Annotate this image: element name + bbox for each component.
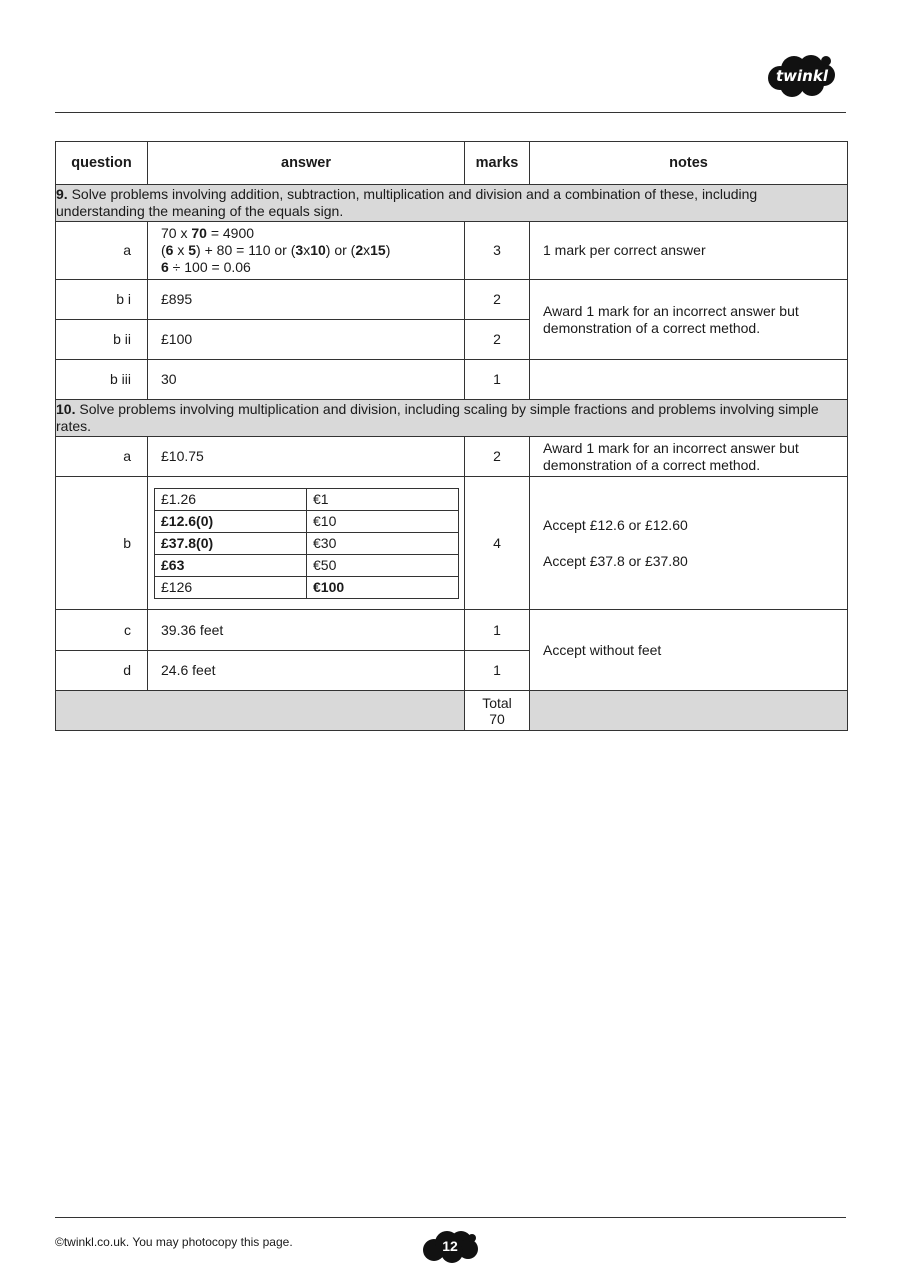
pounds-cell: £12.6(0): [155, 510, 307, 532]
pounds-cell: £63: [155, 554, 307, 576]
table-row-9a: [56, 222, 848, 280]
answer-cell: [148, 477, 465, 610]
question-label: b iii: [56, 360, 148, 400]
conversion-table: [154, 488, 459, 599]
question-label: a: [56, 437, 148, 477]
section-9-heading: [56, 185, 848, 222]
answer-cell: [148, 222, 465, 280]
table-row-10c: [56, 610, 848, 651]
twinkl-logo-text: twinkl: [776, 67, 828, 85]
pounds-cell: £1.26: [155, 488, 307, 510]
total-label: Total: [482, 694, 512, 711]
notes-cell: Accept without feet: [530, 610, 848, 691]
conversion-row: [155, 488, 459, 510]
marks-cell: 1: [465, 360, 530, 400]
answer-cell: 30: [148, 360, 465, 400]
header-notes: notes: [530, 142, 848, 185]
euros-cell: €10: [307, 510, 459, 532]
section-9-number: 9.: [56, 186, 68, 202]
question-label: a: [56, 222, 148, 280]
answer-line-1: 70 x 70 = 4900: [161, 225, 255, 241]
answer-cell: £895: [148, 280, 465, 320]
euros-cell: €1: [307, 488, 459, 510]
question-label: b i: [56, 280, 148, 320]
table-row-10a: [56, 437, 848, 477]
marks-cell: 2: [465, 280, 530, 320]
table-row-9bi: [56, 280, 848, 320]
answer-line-3: 6 ÷ 100 = 0.06: [161, 259, 251, 275]
section-9-text: Solve problems involving addition, subtraction, multiplication and division and a combination of these, including understanding the meaning of the equals sign.: [56, 186, 758, 219]
total-value: 70: [489, 710, 505, 727]
total-cell: [465, 691, 530, 731]
conversion-row: [155, 554, 459, 576]
answer-cell: £100: [148, 320, 465, 360]
twinkl-logo: [766, 52, 838, 98]
section-10-row: [56, 400, 848, 437]
question-label: c: [56, 610, 148, 651]
marks-cell: 2: [465, 437, 530, 477]
section-9-row: [56, 185, 848, 222]
pounds-cell: £37.8(0): [155, 532, 307, 554]
euros-cell: €50: [307, 554, 459, 576]
euros-cell: €100: [307, 576, 459, 598]
section-10-text: Solve problems involving multiplication and division, including scaling by simple fractions and problems involving simple rates.: [56, 401, 819, 434]
table-row-10b: [56, 477, 848, 610]
header-question: question: [56, 142, 148, 185]
section-10-number: 10.: [56, 401, 76, 417]
mark-scheme-table: [55, 141, 848, 731]
header-rule: [55, 112, 846, 113]
notes-cell: Award 1 mark for an incorrect answer but demonstration of a correct method.: [530, 437, 848, 477]
table-row-9biii: [56, 360, 848, 400]
footer-rule: [55, 1217, 846, 1218]
pounds-cell: £126: [155, 576, 307, 598]
page-number: 12: [442, 1238, 458, 1254]
answer-line-2: (6 x 5) + 80 = 110 or (3x10) or (2x15): [161, 242, 391, 258]
header-marks: marks: [465, 142, 530, 185]
section-10-heading: [56, 400, 848, 437]
note-line-1: Accept £12.6 or £12.60: [543, 516, 688, 533]
question-label: b: [56, 477, 148, 610]
marks-cell: 4: [465, 477, 530, 610]
notes-cell: [530, 360, 848, 400]
answer-cell: £10.75: [148, 437, 465, 477]
note-line-2: Accept £37.8 or £37.80: [543, 552, 688, 569]
euros-cell: €30: [307, 532, 459, 554]
header-row: [56, 142, 848, 185]
total-blank: [56, 691, 465, 731]
notes-cell: Award 1 mark for an incorrect answer but demonstration of a correct method.: [530, 280, 848, 360]
question-label: b ii: [56, 320, 148, 360]
marks-cell: 1: [465, 651, 530, 691]
copyright-notice: ©twinkl.co.uk. You may photocopy this page.: [55, 1235, 293, 1249]
notes-cell: 1 mark per correct answer: [530, 222, 848, 280]
marks-cell: 2: [465, 320, 530, 360]
total-notes-blank: [530, 691, 848, 731]
notes-cell: [530, 477, 848, 610]
answer-cell: 24.6 feet: [148, 651, 465, 691]
question-label: d: [56, 651, 148, 691]
marks-cell: 1: [465, 610, 530, 651]
twinkl-logo-cloud: [766, 52, 838, 98]
conversion-row: [155, 576, 459, 598]
conversion-row: [155, 510, 459, 532]
total-row: [56, 691, 848, 731]
conversion-row: [155, 532, 459, 554]
marks-cell: 3: [465, 222, 530, 280]
header-answer: answer: [148, 142, 465, 185]
answer-cell: 39.36 feet: [148, 610, 465, 651]
